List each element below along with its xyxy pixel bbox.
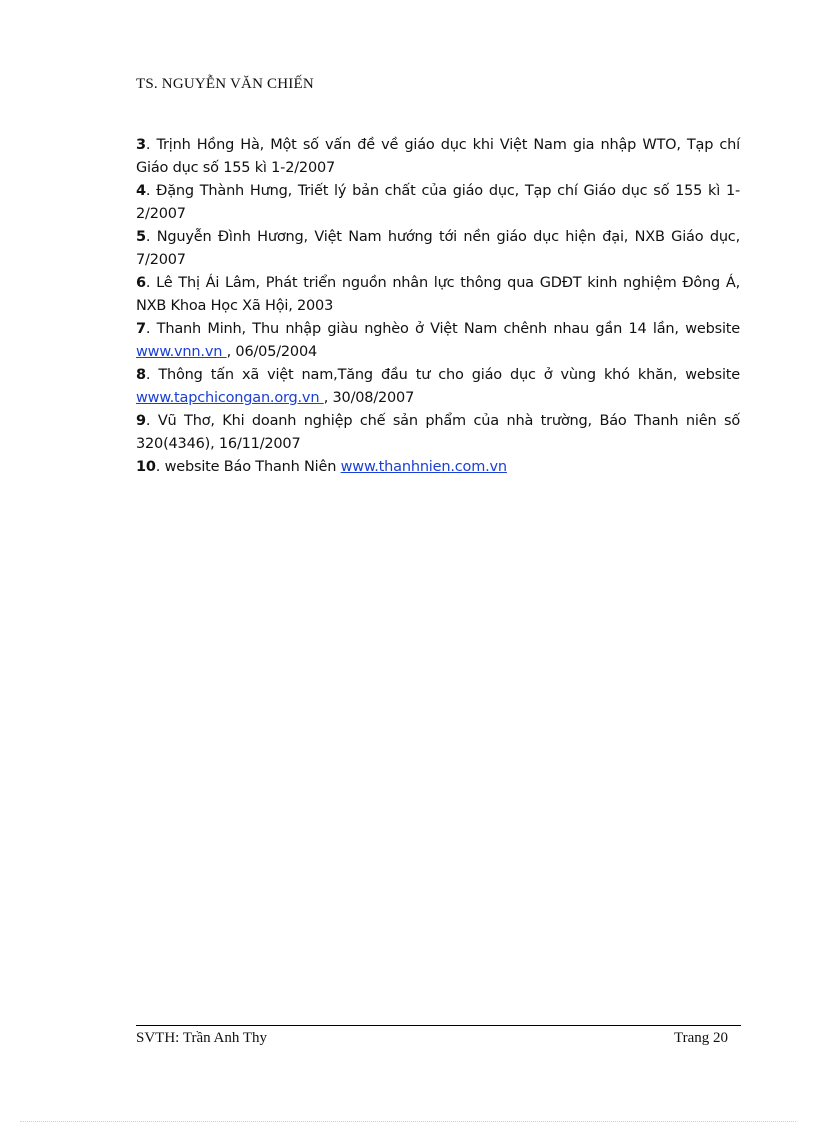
reference-item	[136, 180, 740, 226]
reference-link-vnn[interactable]: www.vnn.vn	[136, 344, 227, 360]
reference-item	[136, 364, 740, 410]
reference-item	[136, 272, 740, 318]
reference-number: 10	[136, 459, 156, 475]
reference-item	[136, 134, 740, 180]
reference-number: 5	[136, 229, 146, 245]
reference-number: 3	[136, 137, 146, 153]
reference-item	[136, 456, 740, 479]
reference-text: . website Báo Thanh Niên	[155, 459, 341, 475]
reference-text: . Thanh Minh, Thu nhập giàu nghèo ở Việt Nam chênh nhau gần 14 lần, website	[145, 321, 740, 337]
reference-date: , 30/08/2007	[323, 390, 415, 406]
reference-link-thanhnien[interactable]: www.thanhnien.com.vn	[340, 459, 507, 475]
reference-item	[136, 318, 740, 364]
reference-text: . Đặng Thành Hưng, Triết lý bản chất của giáo dục, Tạp chí Giáo dục số 155 kì 1-2/2007	[136, 183, 740, 222]
reference-text: . Thông tấn xã việt nam,Tăng đầu tư cho giáo dục ở vùng khó khăn, website	[145, 367, 740, 383]
reference-number: 7	[136, 321, 146, 337]
reference-number: 8	[136, 367, 146, 383]
reference-text: . Vũ Thơ, Khi doanh nghiệp chế sản phẩm của nhà trường, Báo Thanh niên số 320(4346), 16/11/2007	[136, 413, 740, 452]
page-header-author: TS. NGUYỄN VĂN CHIẾN	[136, 76, 314, 92]
reference-date: , 06/05/2004	[226, 344, 318, 360]
reference-text: . Lê Thị Ái Lâm, Phát triển nguồn nhân lực thông qua GDĐT kinh nghiệm Đông Á, NXB Khoa Học Xã Hội, 2003	[136, 275, 740, 314]
reference-text: . Trịnh Hồng Hà, Một số vấn đề về giáo dục khi Việt Nam gia nhập WTO, Tạp chí Giáo dục số 155 kì 1-2/2007	[136, 137, 740, 176]
reference-item	[136, 410, 740, 456]
reference-list	[136, 134, 740, 479]
page-bottom-edge	[20, 1121, 796, 1122]
reference-item	[136, 226, 740, 272]
reference-number: 6	[136, 275, 146, 291]
footer-divider	[136, 1025, 741, 1026]
footer-page-number: Trang 20	[673, 1030, 728, 1046]
footer-student: SVTH: Trần Anh Thy	[136, 1030, 268, 1046]
reference-text: . Nguyễn Đình Hương, Việt Nam hướng tới nền giáo dục hiện đại, NXB Giáo dục, 7/2007	[136, 229, 740, 268]
reference-number: 4	[136, 183, 146, 199]
reference-number: 9	[136, 413, 146, 429]
reference-link-tapchicongan[interactable]: www.tapchicongan.org.vn	[136, 390, 324, 406]
